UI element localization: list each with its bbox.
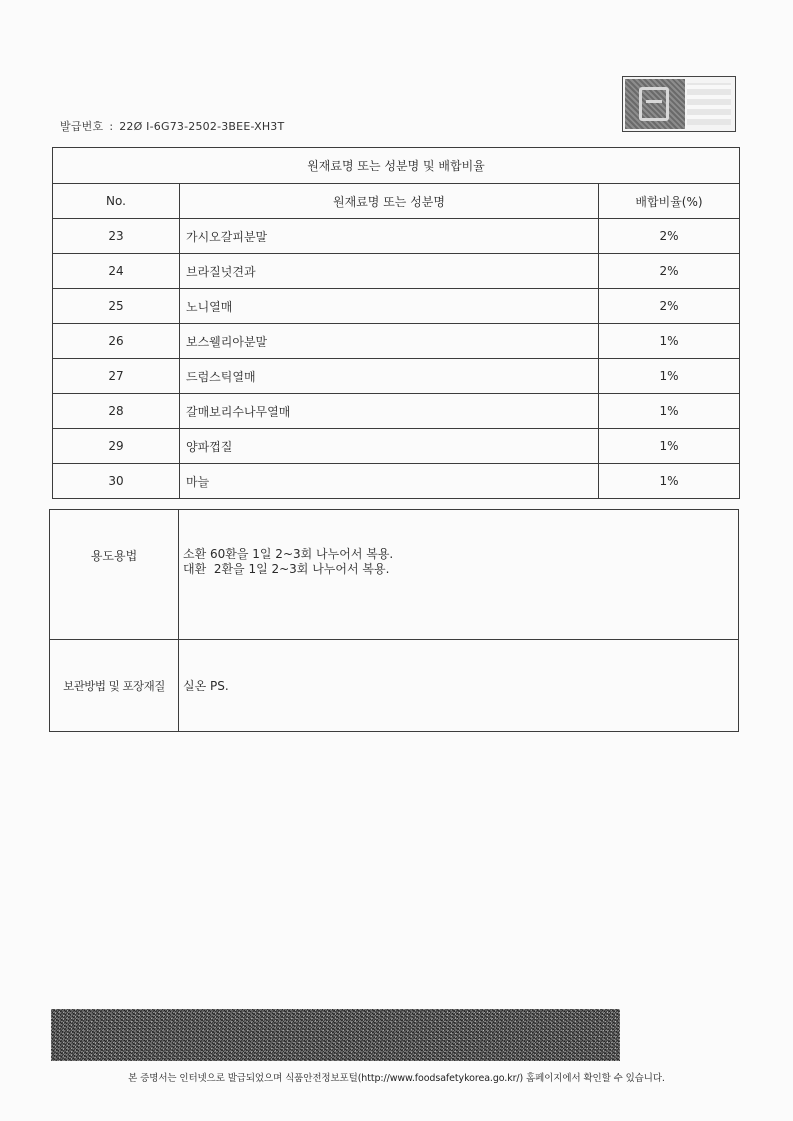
table-row <box>53 429 740 464</box>
table-row <box>53 464 740 499</box>
footer-note: 본 증명서는 인터넷으로 발급되었으며 식품안전정보포털(http://www.foodsafetykorea.go.kr/) 홈페이지에서 확인할 수 있습니다. <box>128 1073 665 1084</box>
row-name: 드럼스틱열매 <box>180 359 599 394</box>
header-name: 원재료명 또는 성분명 <box>180 184 599 219</box>
usage-label: 용도용법 <box>50 510 179 640</box>
usage-line-2: 대환 2환을 1일 2~3회 나누어서 복용. <box>183 562 390 576</box>
issue-number <box>60 118 284 134</box>
table-row <box>53 254 740 289</box>
row-no: 27 <box>53 359 180 394</box>
row-ratio: 1% <box>599 359 740 394</box>
row-name: 가시오갈피분말 <box>180 219 599 254</box>
header-no: No. <box>53 184 180 219</box>
usage-row <box>50 510 739 640</box>
seal-mark <box>625 79 685 129</box>
row-ratio: 1% <box>599 324 740 359</box>
storage-label: 보관방법 및 포장재질 <box>50 640 179 732</box>
row-name: 갈매보리수나무열매 <box>180 394 599 429</box>
row-no: 30 <box>53 464 180 499</box>
row-ratio: 2% <box>599 289 740 324</box>
table-row <box>53 359 740 394</box>
storage-value: 실온 PS. <box>179 640 739 732</box>
ingredients-table-caption: 원재료명 또는 성분명 및 배합비율 <box>53 148 740 184</box>
usage-line-1: 소환 60환을 1일 2~3회 나누어서 복용. <box>183 547 394 561</box>
storage-row <box>50 640 739 732</box>
row-no: 26 <box>53 324 180 359</box>
row-name: 양파껍질 <box>180 429 599 464</box>
header-ratio: 배합비율(%) <box>599 184 740 219</box>
table-row <box>53 219 740 254</box>
row-ratio: 2% <box>599 219 740 254</box>
row-no: 28 <box>53 394 180 429</box>
row-no: 23 <box>53 219 180 254</box>
issue-number-value: 22Ø I-6G73-2502-3BEE-XH3T <box>119 120 285 133</box>
row-no: 29 <box>53 429 180 464</box>
issue-label: 발급번호 <box>60 120 104 133</box>
table-row <box>53 289 740 324</box>
usage-value <box>179 510 739 640</box>
row-name: 노니열매 <box>180 289 599 324</box>
row-name: 마늘 <box>180 464 599 499</box>
ingredients-table-header <box>53 184 740 219</box>
usage-table <box>49 509 739 732</box>
issue-separator: : <box>109 120 114 133</box>
seal-glyph <box>639 87 669 121</box>
document-seal-icon <box>622 76 736 132</box>
seal-pattern <box>687 83 731 125</box>
table-row <box>53 394 740 429</box>
row-ratio: 1% <box>599 429 740 464</box>
row-name: 브라질넛견과 <box>180 254 599 289</box>
row-ratio: 1% <box>599 464 740 499</box>
table-row <box>53 324 740 359</box>
row-name: 보스웰리아분말 <box>180 324 599 359</box>
row-no: 24 <box>53 254 180 289</box>
row-ratio: 2% <box>599 254 740 289</box>
ingredients-table <box>52 147 740 499</box>
security-noise-pattern <box>51 1009 620 1061</box>
row-no: 25 <box>53 289 180 324</box>
row-ratio: 1% <box>599 394 740 429</box>
